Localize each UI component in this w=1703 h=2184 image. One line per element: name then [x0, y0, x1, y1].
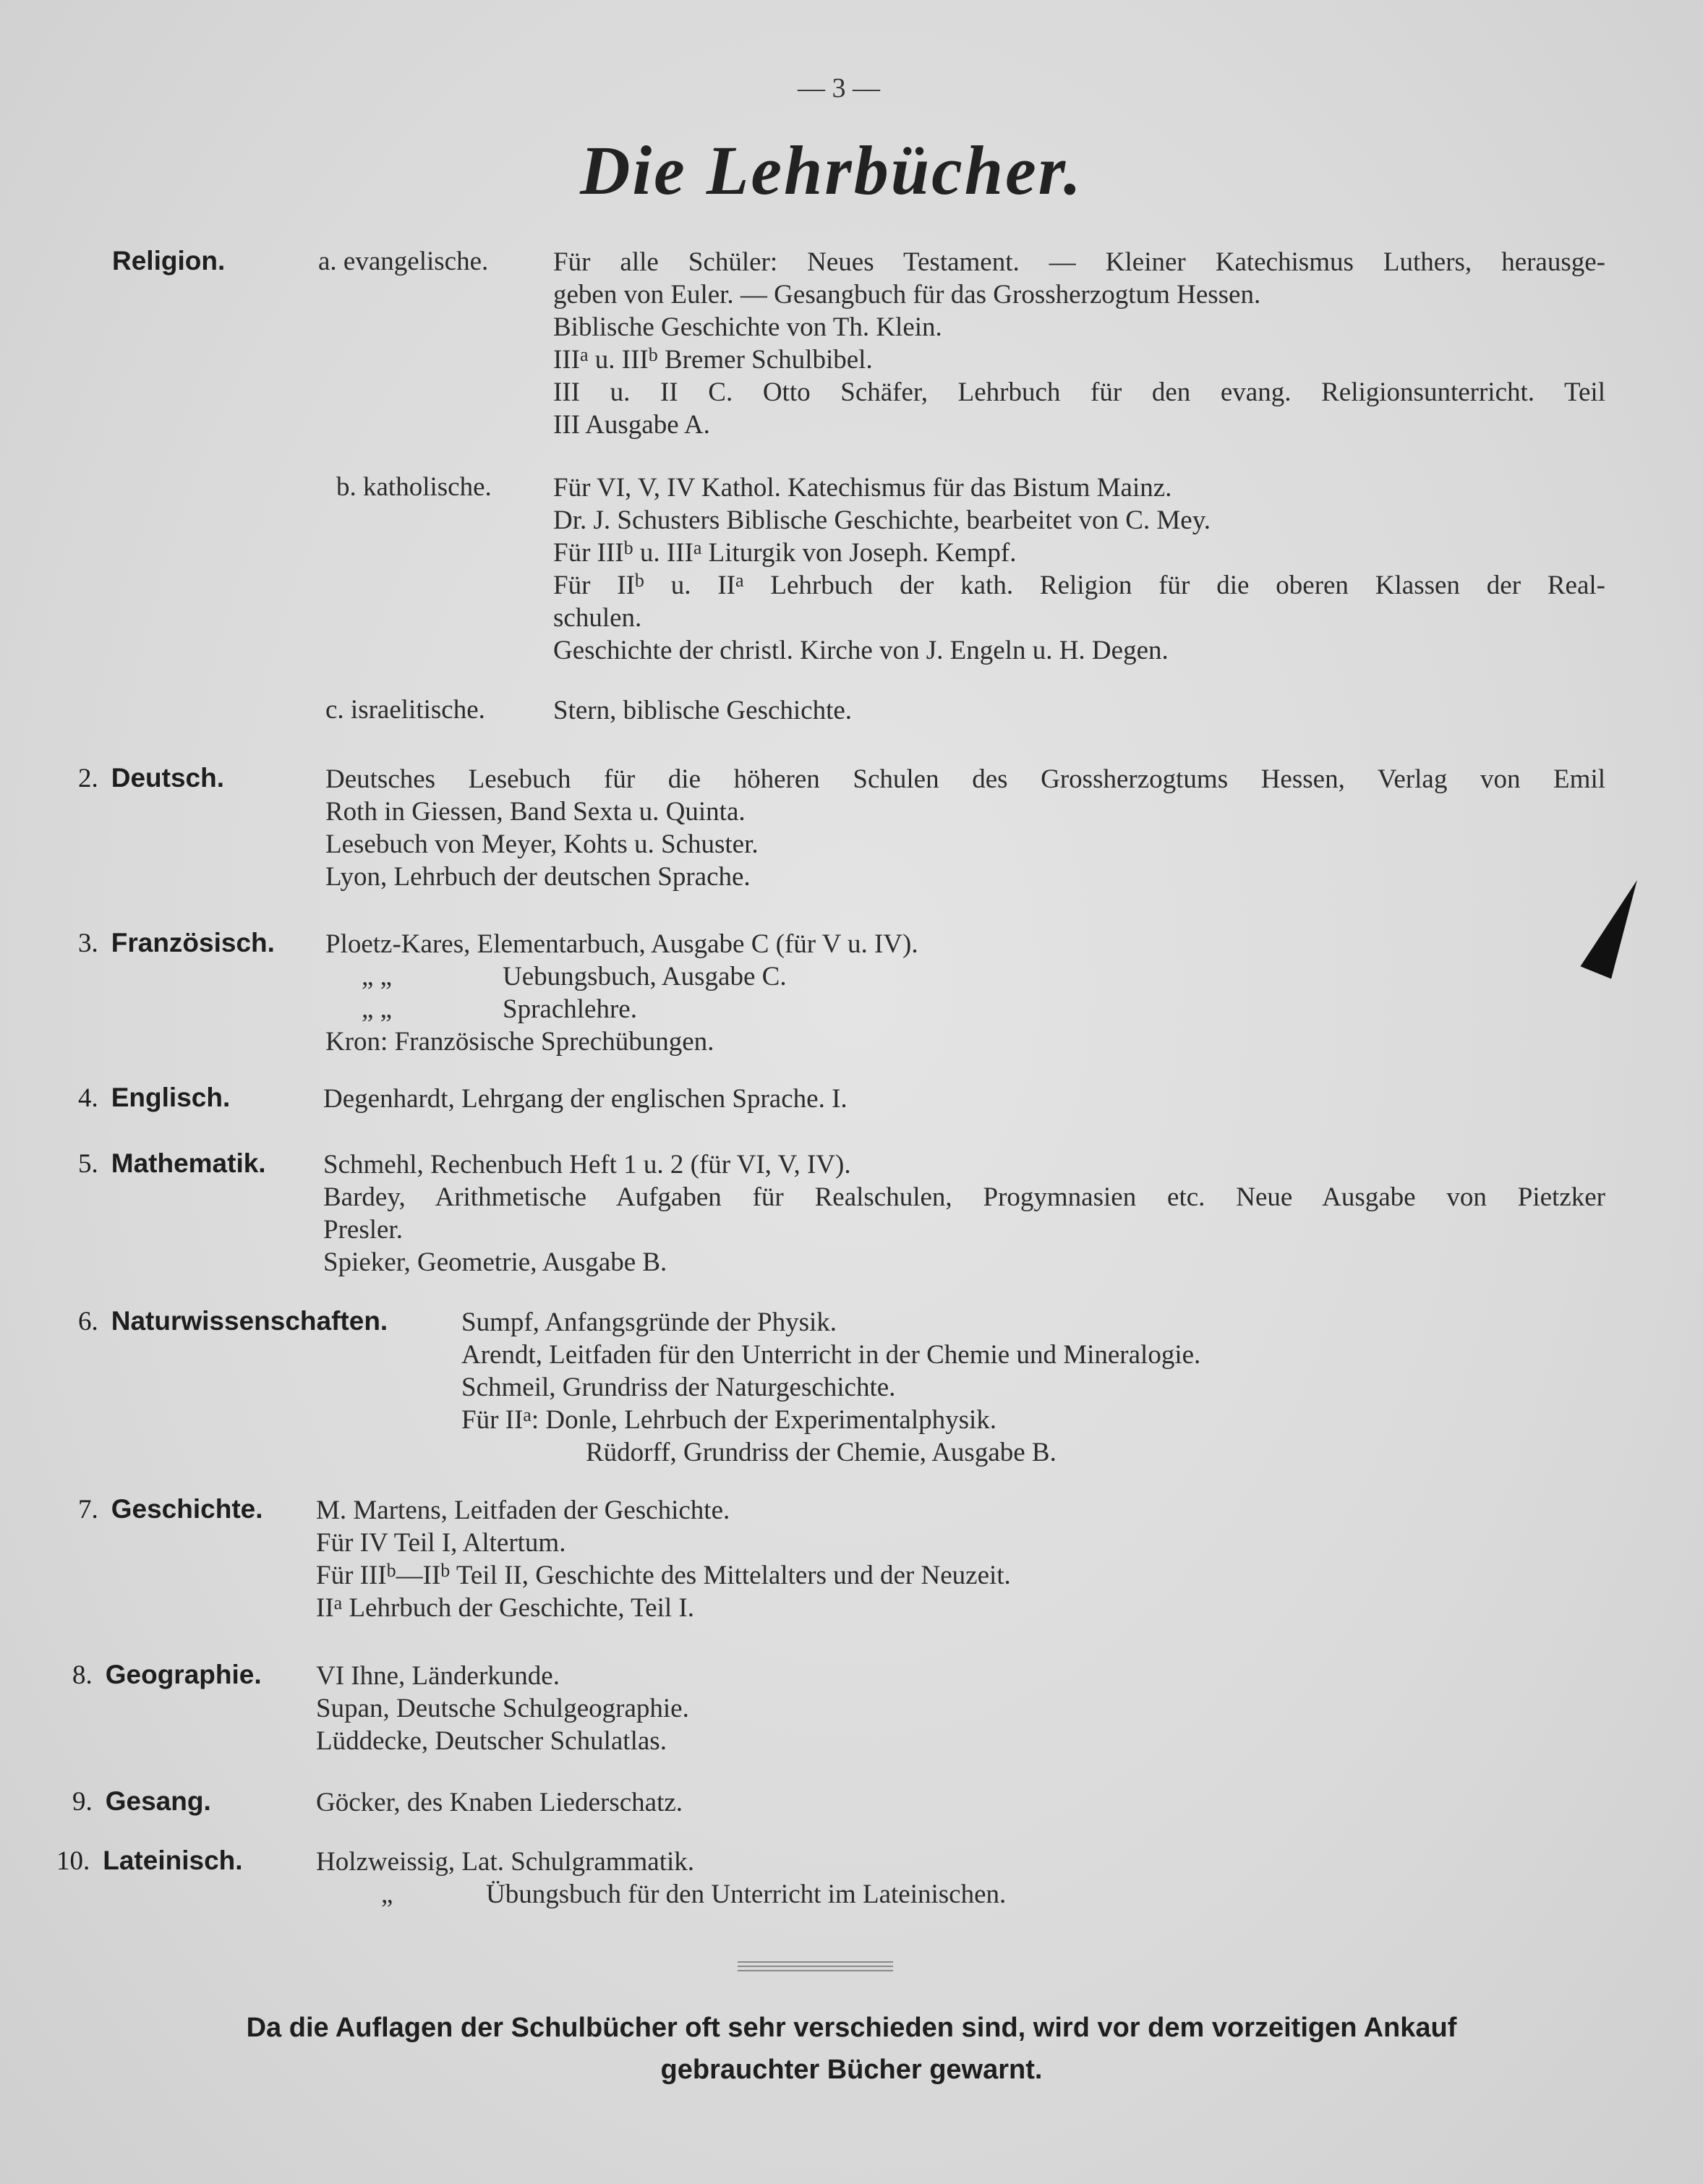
paper-tear-mark [1580, 872, 1649, 978]
text-line: Kron: Französische Sprechübungen. [325, 1027, 714, 1057]
section-heading-franzoesisch: 3. Französisch. [78, 928, 275, 958]
text-line: Stern, biblische Geschichte. [553, 696, 853, 725]
text-line: Für $II^b$ u. $II^a$ Lehrbuch der kath. Religion für die oberen Klassen der Real- [553, 570, 1605, 600]
subheading-katholisch: b. katholische. [336, 472, 492, 502]
text-line: Rüdorff, Grundriss der Chemie, Ausgabe B. [586, 1438, 1057, 1467]
ditto-mark: „ „ [362, 962, 393, 991]
page-title: Die Lehrbücher. [580, 132, 1083, 209]
page-number: — 3 — [798, 73, 880, 103]
text-line: Degenhardt, Lehrgang der englischen Sprache. I. [323, 1084, 848, 1114]
ditto-mark: „ [381, 1880, 393, 1909]
section-heading-religion: Religion. [112, 246, 226, 276]
text-line: Geschichte der christl. Kirche von J. Engeln u. H. Degen. [553, 636, 1169, 665]
section-heading-geographie: 8. Geographie. [72, 1660, 262, 1690]
text-line: M. Martens, Leitfaden der Geschichte. [316, 1496, 730, 1525]
text-line: Arendt, Leitfaden für den Unterricht in der Chemie und Mineralogie. [461, 1340, 1201, 1370]
text-line: Ploetz-Kares, Elementarbuch, Ausgabe C (für V u. IV). [325, 929, 918, 959]
text-line: Bardey, Arithmetische Aufgaben für Realschulen, Progymnasien etc. Neue Ausgabe von Pietzker [323, 1182, 1605, 1212]
text-line: Für VI, V, IV Kathol. Katechismus für das Bistum Mainz. [553, 473, 1172, 503]
divider-rule [738, 1970, 893, 1971]
section-heading-geschichte: 7. Geschichte. [78, 1494, 263, 1524]
section-heading-englisch: 4. Englisch. [78, 1083, 231, 1113]
text-line: III u. II C. Otto Schäfer, Lehrbuch für den evang. Religionsunterricht. Teil [553, 377, 1605, 407]
section-heading-gesang: 9. Gesang. [72, 1786, 211, 1817]
text-line: Supan, Deutsche Schulgeographie. [316, 1694, 689, 1723]
text-line: schulen. [553, 603, 642, 633]
section-heading-lateinisch: 10. Lateinisch. [56, 1846, 243, 1876]
text-line: Sumpf, Anfangsgründe der Physik. [461, 1308, 837, 1337]
text-line: Schmehl, Rechenbuch Heft 1 u. 2 (für VI, V, IV). [323, 1150, 851, 1180]
text-line: Lyon, Lehrbuch der deutschen Sprache. [325, 862, 751, 892]
text-line: Für $III^b—II^b$ Teil II, Geschichte des Mittelalters und der Neuzeit. [316, 1560, 1011, 1590]
text-line: Für IV Teil I, Altertum. [316, 1528, 566, 1558]
divider-rule [738, 1966, 893, 1967]
text-line: geben von Euler. — Gesangbuch für das Grossherzogtum Hessen. [553, 280, 1261, 310]
section-heading-naturwissenschaften: 6. Naturwissenschaften. [78, 1306, 388, 1336]
text-line: $II^a$ Lehrbuch der Geschichte, Teil I. [316, 1592, 694, 1623]
text-line: Uebungsbuch, Ausgabe C. [503, 962, 787, 991]
ditto-mark: „ „ [362, 994, 393, 1024]
section-heading-mathematik: 5. Mathematik. [78, 1148, 266, 1179]
text-line: Übungsbuch für den Unterricht im Lateinischen. [486, 1880, 1007, 1909]
text-line: Schmeil, Grundriss der Naturgeschichte. [461, 1373, 896, 1402]
text-line: Holzweissig, Lat. Schulgrammatik. [316, 1847, 695, 1877]
text-line: Roth in Giessen, Band Sexta u. Quinta. [325, 797, 746, 827]
text-line: Deutsches Lesebuch für die höheren Schulen des Grossherzogtums Hessen, Verlag von Emil [325, 764, 1605, 794]
text-line: Dr. J. Schusters Biblische Geschichte, bearbeitet von C. Mey. [553, 506, 1211, 535]
text-line: Für III$^b$ u. III$^a$ Liturgik von Joseph. Kempf. [553, 537, 1017, 568]
subheading-evangelisch: a. evangelische. [318, 247, 489, 276]
text-line: Biblische Geschichte von Th. Klein. [553, 312, 942, 342]
divider-rule [738, 1961, 893, 1963]
text-line: III Ausgabe A. [553, 410, 710, 440]
footer-line: Da die Auflagen der Schulbücher oft sehr verschieden sind, wird vor dem vorzeitigen Ankauf [246, 2013, 1457, 2043]
text-line: VI Ihne, Länderkunde. [316, 1661, 560, 1691]
footer-line: gebrauchter Bücher gewarnt. [660, 2055, 1043, 2085]
text-line: Für $II^a$: Donle, Lehrbuch der Experimentalphysik. [461, 1404, 997, 1435]
text-line: III$^a$ u. III$^b$ Bremer Schulbibel. [553, 344, 873, 375]
section-heading-deutsch: 2. Deutsch. [78, 763, 225, 793]
text-line: Für alle Schüler: Neues Testament. — Kleiner Katechismus Luthers, herausge- [553, 247, 1605, 277]
footer-note [72, 2007, 1631, 2091]
text-line: Spieker, Geometrie, Ausgabe B. [323, 1247, 667, 1277]
text-line: Lüddecke, Deutscher Schulatlas. [316, 1726, 667, 1756]
text-line: Göcker, des Knaben Liederschatz. [316, 1788, 683, 1817]
text-line: Lesebuch von Meyer, Kohts u. Schuster. [325, 829, 759, 859]
text-line: Presler. [323, 1215, 403, 1245]
subheading-israelitisch: c. israelitische. [325, 695, 485, 725]
text-line: Sprachlehre. [503, 994, 637, 1024]
